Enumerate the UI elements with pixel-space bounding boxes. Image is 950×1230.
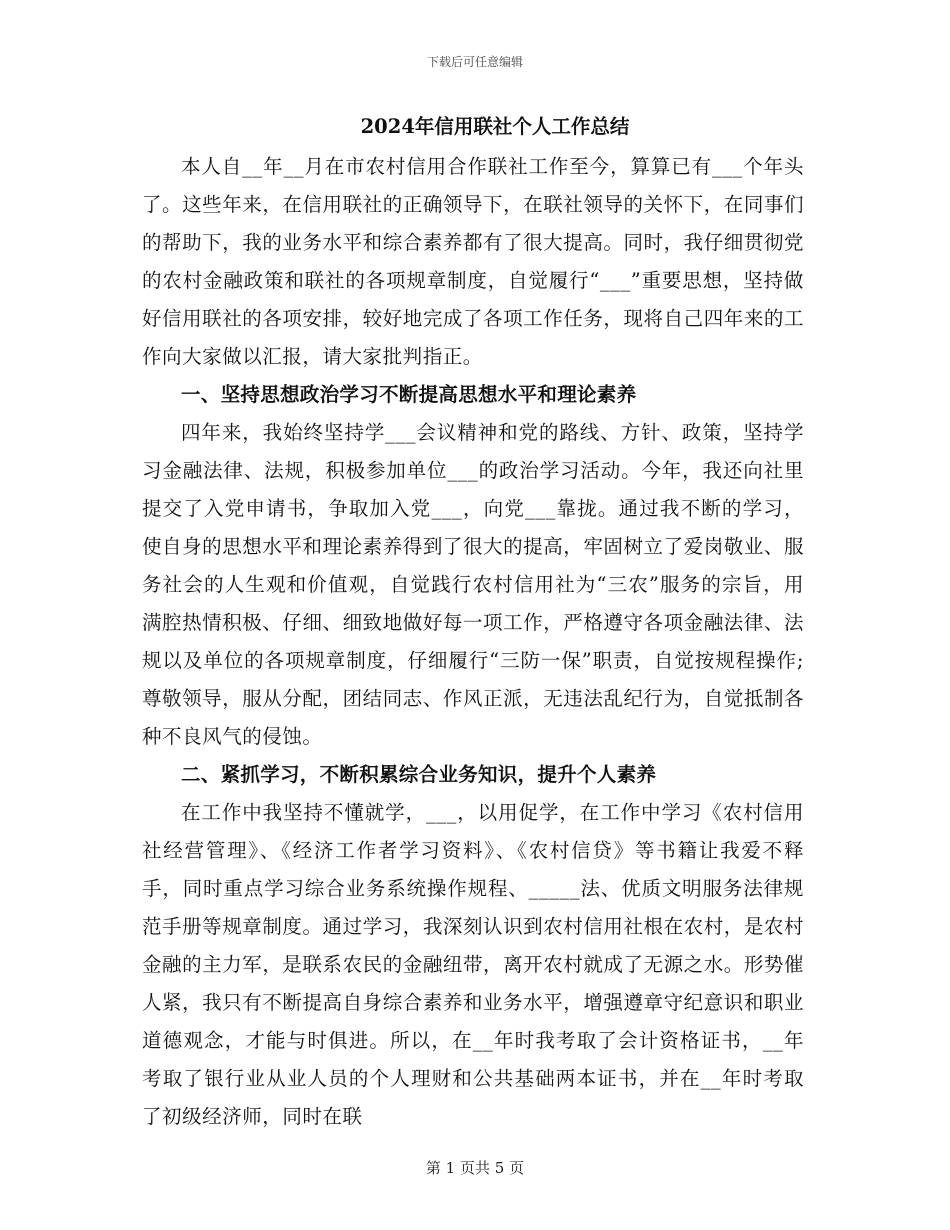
page-number: 第 1 页共 5 页 [425, 1159, 525, 1177]
paragraph-intro: 本人自__年__月在市农村信用合作联社工作至今，算算已有___个年头了。这些年来，在信用联社的正确领导下，在联社领导的关怀下，在同事们的帮助下，我的业务水平和综合素养都有了很大提高。同时，我仔细贯彻党的农村金融政策和联社的各项规章制度，自觉履行“___”重要思想，坚持做好信用联社的各项安排，较好地完成了各项工作任务，现将自己四年来的工作向大家做以汇报，请大家批判指正。 [142, 155, 804, 368]
section-heading-2: 二、紧抓学习，不断积累综合业务知识，提升个人素养 [181, 763, 657, 786]
document-title: 2024年信用联社个人工作总结 [360, 115, 630, 138]
paragraph-section-2: 在工作中我坚持不懂就学，___，以用促学，在工作中学习《农村信用社经营管理》、《经济工作者学习资料》、《农村信贷》等书籍让我爱不释手，同时重点学习综合业务系统操作规程、_____法、优质文明服务法律规范手册等规章制度。通过学习，我深刻认识到农村信用社根在农村，是农村金融的主力军，是联系农民的金融纽带，离开农村就成了无源之水。形势催人紧，我只有不断提高自身综合素养和业务水平，增强遵章守纪意识和职业道德观念，才能与时俱进。所以，在__年时我考取了会计资格证书，__年考取了银行业从业人员的个人理财和公共基础两本证书，并在__年时考取了初级经济师，同时在联 [142, 801, 804, 1128]
header-note: 下载后可任意编辑 [426, 55, 523, 69]
paragraph-section-1: 四年来，我始终坚持学___会议精神和党的路线、方针、政策，坚持学习金融法律、法规，积极参加单位___的政治学习活动。今年，我还向社里提交了入党申请书，争取加入党___，向党___靠拢。通过我不断的学习，使自身的思想水平和理论素养得到了很大的提高，牢固树立了爱岗敬业、服务社会的人生观和价值观，自觉践行农村信用社为“三农”服务的宗旨，用满腔热情积极、仔细、细致地做好每一项工作，严格遵守各项金融法律、法规以及单位的各项规章制度，仔细履行“三防一保”职责，自觉按规程操作;尊敬领导，服从分配，团结同志、作风正派，无违法乱纪行为，自觉抵制各种不良风气的侵蚀。 [142, 421, 804, 748]
section-heading-1: 一、坚持思想政治学习不断提高思想水平和理论素养 [181, 383, 637, 406]
document-body [142, 148, 804, 1136]
